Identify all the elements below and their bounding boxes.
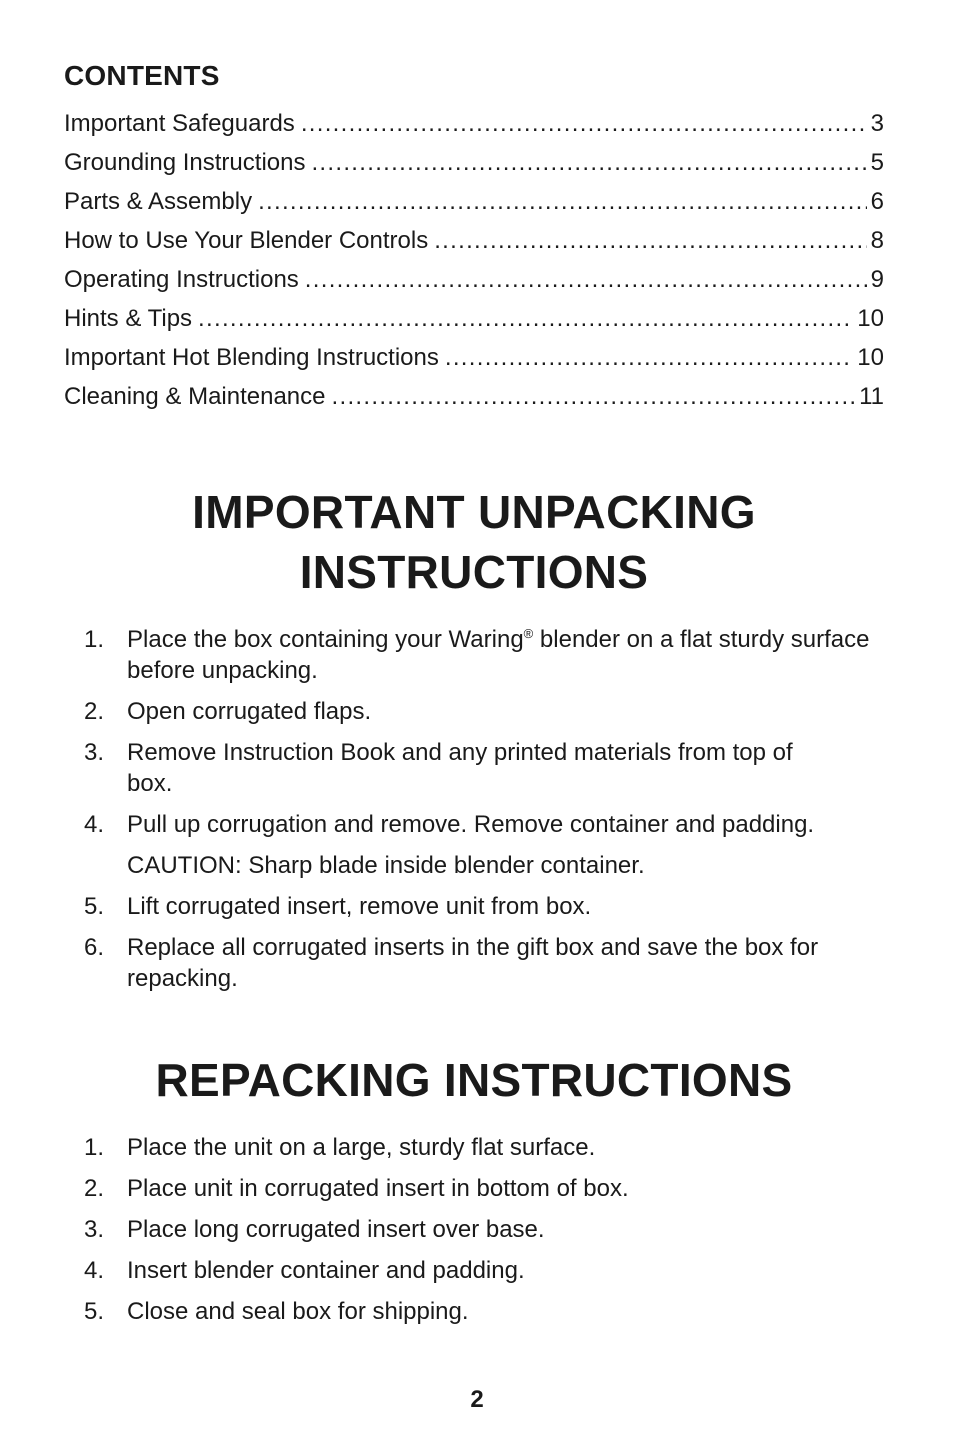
step-number: 4. bbox=[84, 1257, 105, 1284]
unpacking-heading bbox=[64, 482, 884, 602]
toc-entry-label: Hints & Tips bbox=[64, 299, 198, 338]
step-text: Insert blender container and padding. bbox=[127, 1257, 525, 1284]
toc-entry[interactable] bbox=[64, 221, 884, 260]
toc-leader-dots bbox=[434, 221, 866, 260]
table-of-contents bbox=[64, 104, 884, 416]
toc-entry-label: Grounding Instructions bbox=[64, 143, 311, 182]
toc-entry[interactable] bbox=[64, 104, 884, 143]
step-text: Place unit in corrugated insert in bottom of box. bbox=[127, 1175, 629, 1202]
toc-entry[interactable] bbox=[64, 260, 884, 299]
step-number: 4. bbox=[84, 811, 105, 838]
step-number: 2. bbox=[84, 1175, 105, 1202]
step-text: Remove Instruction Book and any printed materials from top of box. bbox=[127, 739, 793, 797]
step-text: Close and seal box for shipping. bbox=[127, 1298, 469, 1325]
unpacking-step bbox=[64, 624, 884, 686]
toc-entry[interactable] bbox=[64, 377, 884, 416]
step-text bbox=[127, 624, 884, 686]
toc-entry[interactable] bbox=[64, 182, 884, 221]
toc-entry[interactable] bbox=[64, 299, 884, 338]
toc-entry-label: Important Safeguards bbox=[64, 104, 301, 143]
toc-entry[interactable] bbox=[64, 338, 884, 377]
unpacking-steps bbox=[64, 624, 884, 994]
contents-heading: CONTENTS bbox=[64, 60, 220, 91]
step-number: 6. bbox=[84, 934, 105, 961]
toc-entry-label: How to Use Your Blender Controls bbox=[64, 221, 434, 260]
toc-entry-page: 10 bbox=[857, 305, 884, 332]
repacking-step bbox=[64, 1214, 884, 1245]
step-number: 1. bbox=[84, 1134, 105, 1161]
step-number: 5. bbox=[84, 1298, 105, 1325]
toc-entry-page: 3 bbox=[870, 110, 884, 137]
unpacking-heading-line2: INSTRUCTIONS bbox=[299, 546, 649, 598]
toc-entry-page: 10 bbox=[857, 344, 884, 371]
repacking-step bbox=[64, 1255, 884, 1286]
toc-entry-page: 6 bbox=[870, 188, 884, 215]
step-text: Open corrugated flaps. bbox=[127, 698, 372, 725]
toc-leader-dots bbox=[311, 143, 866, 182]
repacking-step bbox=[64, 1173, 884, 1204]
repacking-step bbox=[64, 1296, 884, 1327]
repacking-steps bbox=[64, 1132, 884, 1327]
toc-entry-label: Cleaning & Maintenance bbox=[64, 377, 332, 416]
toc-leader-dots bbox=[445, 338, 853, 377]
step-text: Place long corrugated insert over base. bbox=[127, 1216, 545, 1243]
unpacking-step bbox=[64, 696, 884, 727]
repacking-step bbox=[64, 1132, 884, 1163]
page-number: 2 bbox=[470, 1386, 484, 1413]
unpacking-step bbox=[64, 809, 884, 881]
step-number: 2. bbox=[84, 698, 105, 725]
unpacking-step bbox=[64, 932, 884, 994]
toc-entry-page: 5 bbox=[870, 149, 884, 176]
step-text-after: blender on a flat sturdy surface before unpacking. bbox=[127, 626, 870, 684]
toc-leader-dots bbox=[258, 182, 867, 221]
step-number: 3. bbox=[84, 1216, 105, 1243]
step-text: Pull up corrugation and remove. Remove container and padding. bbox=[127, 811, 815, 838]
step-text: Place the unit on a large, sturdy flat surface. bbox=[127, 1134, 596, 1161]
step-text: Lift corrugated insert, remove unit from box. bbox=[127, 893, 592, 920]
registered-mark: ® bbox=[523, 626, 534, 641]
toc-leader-dots bbox=[305, 260, 867, 299]
caution-note: CAUTION: Sharp blade inside blender container. bbox=[127, 852, 645, 879]
document-page bbox=[64, 60, 884, 1337]
repacking-heading: REPACKING INSTRUCTIONS bbox=[155, 1054, 793, 1106]
unpacking-step bbox=[64, 737, 884, 799]
step-number: 5. bbox=[84, 893, 105, 920]
step-text-before: Place the box containing your Waring bbox=[127, 626, 524, 653]
toc-entry-page: 11 bbox=[859, 383, 884, 410]
toc-leader-dots bbox=[301, 104, 867, 143]
step-number: 3. bbox=[84, 739, 105, 766]
toc-entry-page: 8 bbox=[870, 227, 884, 254]
toc-entry-label: Operating Instructions bbox=[64, 260, 305, 299]
toc-leader-dots bbox=[198, 299, 853, 338]
toc-leader-dots bbox=[332, 377, 856, 416]
step-text: Replace all corrugated inserts in the gift box and save the box for repacking. bbox=[127, 934, 819, 992]
toc-entry-page: 9 bbox=[870, 266, 884, 293]
toc-entry[interactable] bbox=[64, 143, 884, 182]
unpacking-step bbox=[64, 891, 884, 922]
step-number: 1. bbox=[84, 626, 105, 653]
toc-entry-label: Parts & Assembly bbox=[64, 182, 258, 221]
unpacking-heading-line1: IMPORTANT UNPACKING bbox=[192, 486, 756, 538]
step-body bbox=[127, 809, 884, 881]
toc-entry-label: Important Hot Blending Instructions bbox=[64, 338, 445, 377]
